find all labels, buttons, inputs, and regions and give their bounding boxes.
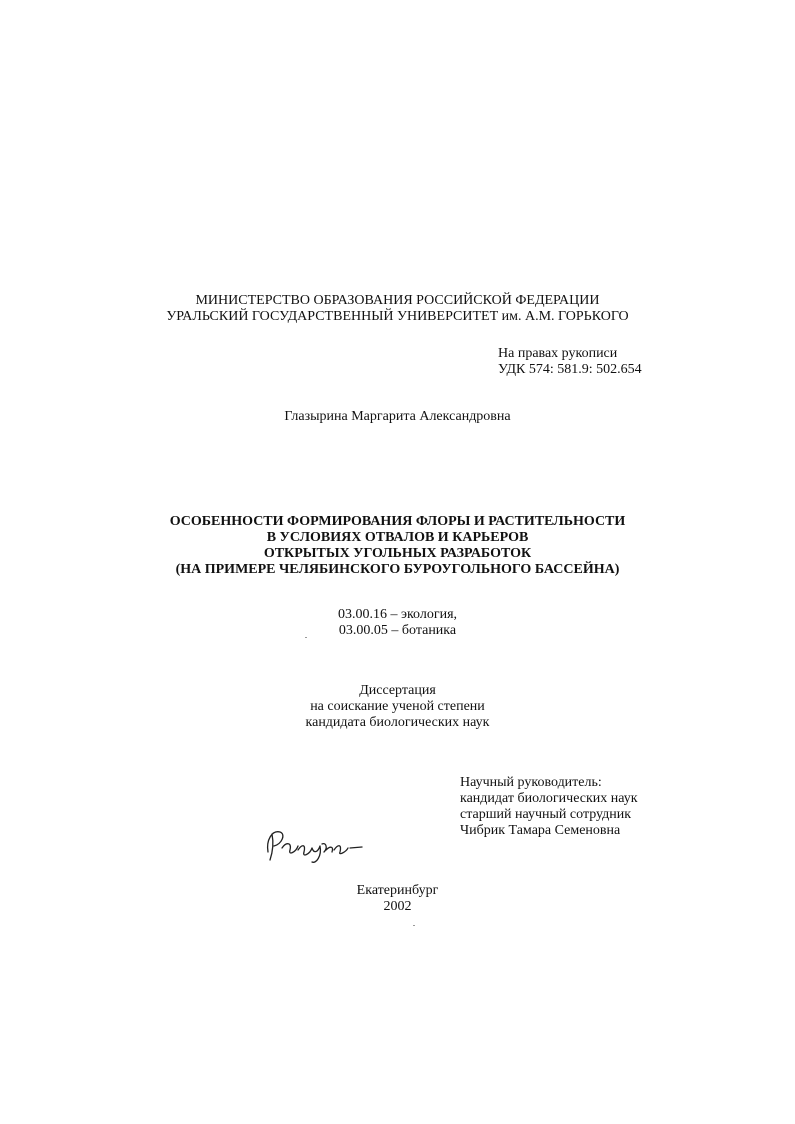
scan-speck (305, 637, 307, 638)
supervisor-position: старший научный сотрудник (460, 807, 632, 822)
specialty-botany: 03.00.05 – ботаника (338, 623, 457, 638)
university-heading: УРАЛЬСКИЙ ГОСУДАРСТВЕННЫЙ УНИВЕРСИТЕТ им. А.М. ГОРЬКОГО (166, 309, 629, 324)
dissertation-purpose: на соискание ученой степени (310, 699, 485, 714)
supervisor-degree: кандидат биологических наук (460, 791, 638, 806)
thesis-title-line-3: ОТКРЫТЫХ УГОЛЬНЫХ РАЗРАБОТОК (263, 546, 532, 561)
thesis-title-line-2: В УСЛОВИЯХ ОТВАЛОВ И КАРЬЕРОВ (266, 530, 529, 545)
author-signature (262, 822, 372, 866)
dissertation-type: Диссертация (359, 683, 436, 698)
thesis-title-line-1: ОСОБЕННОСТИ ФОРМИРОВАНИЯ ФЛОРЫ И РАСТИТЕЛЬНОСТИ (169, 514, 626, 529)
city: Екатеринбург (356, 883, 439, 898)
specialty-ecology: 03.00.16 – экология, (337, 607, 458, 622)
supervisor-name: Чибрик Тамара Семеновна (460, 823, 621, 838)
year: 2002 (383, 899, 412, 914)
ministry-heading: МИНИСТЕРСТВО ОБРАЗОВАНИЯ РОССИЙСКОЙ ФЕДЕРАЦИИ (195, 293, 600, 308)
author-name: Глазырина Маргарита Александровна (284, 409, 511, 424)
supervisor-block (460, 775, 638, 839)
manuscript-rights-label: На правах рукописи (498, 346, 618, 361)
rights-block (498, 346, 642, 378)
dissertation-degree: кандидата биологических наук (305, 715, 490, 730)
udc-code: УДК 574: 581.9: 502.654 (498, 362, 642, 377)
supervisor-heading: Научный руководитель: (460, 775, 602, 790)
scan-speck (413, 925, 415, 926)
thesis-title-line-4: (НА ПРИМЕРЕ ЧЕЛЯБИНСКОГО БУРОУГОЛЬНОГО БАССЕЙНА) (175, 562, 620, 577)
